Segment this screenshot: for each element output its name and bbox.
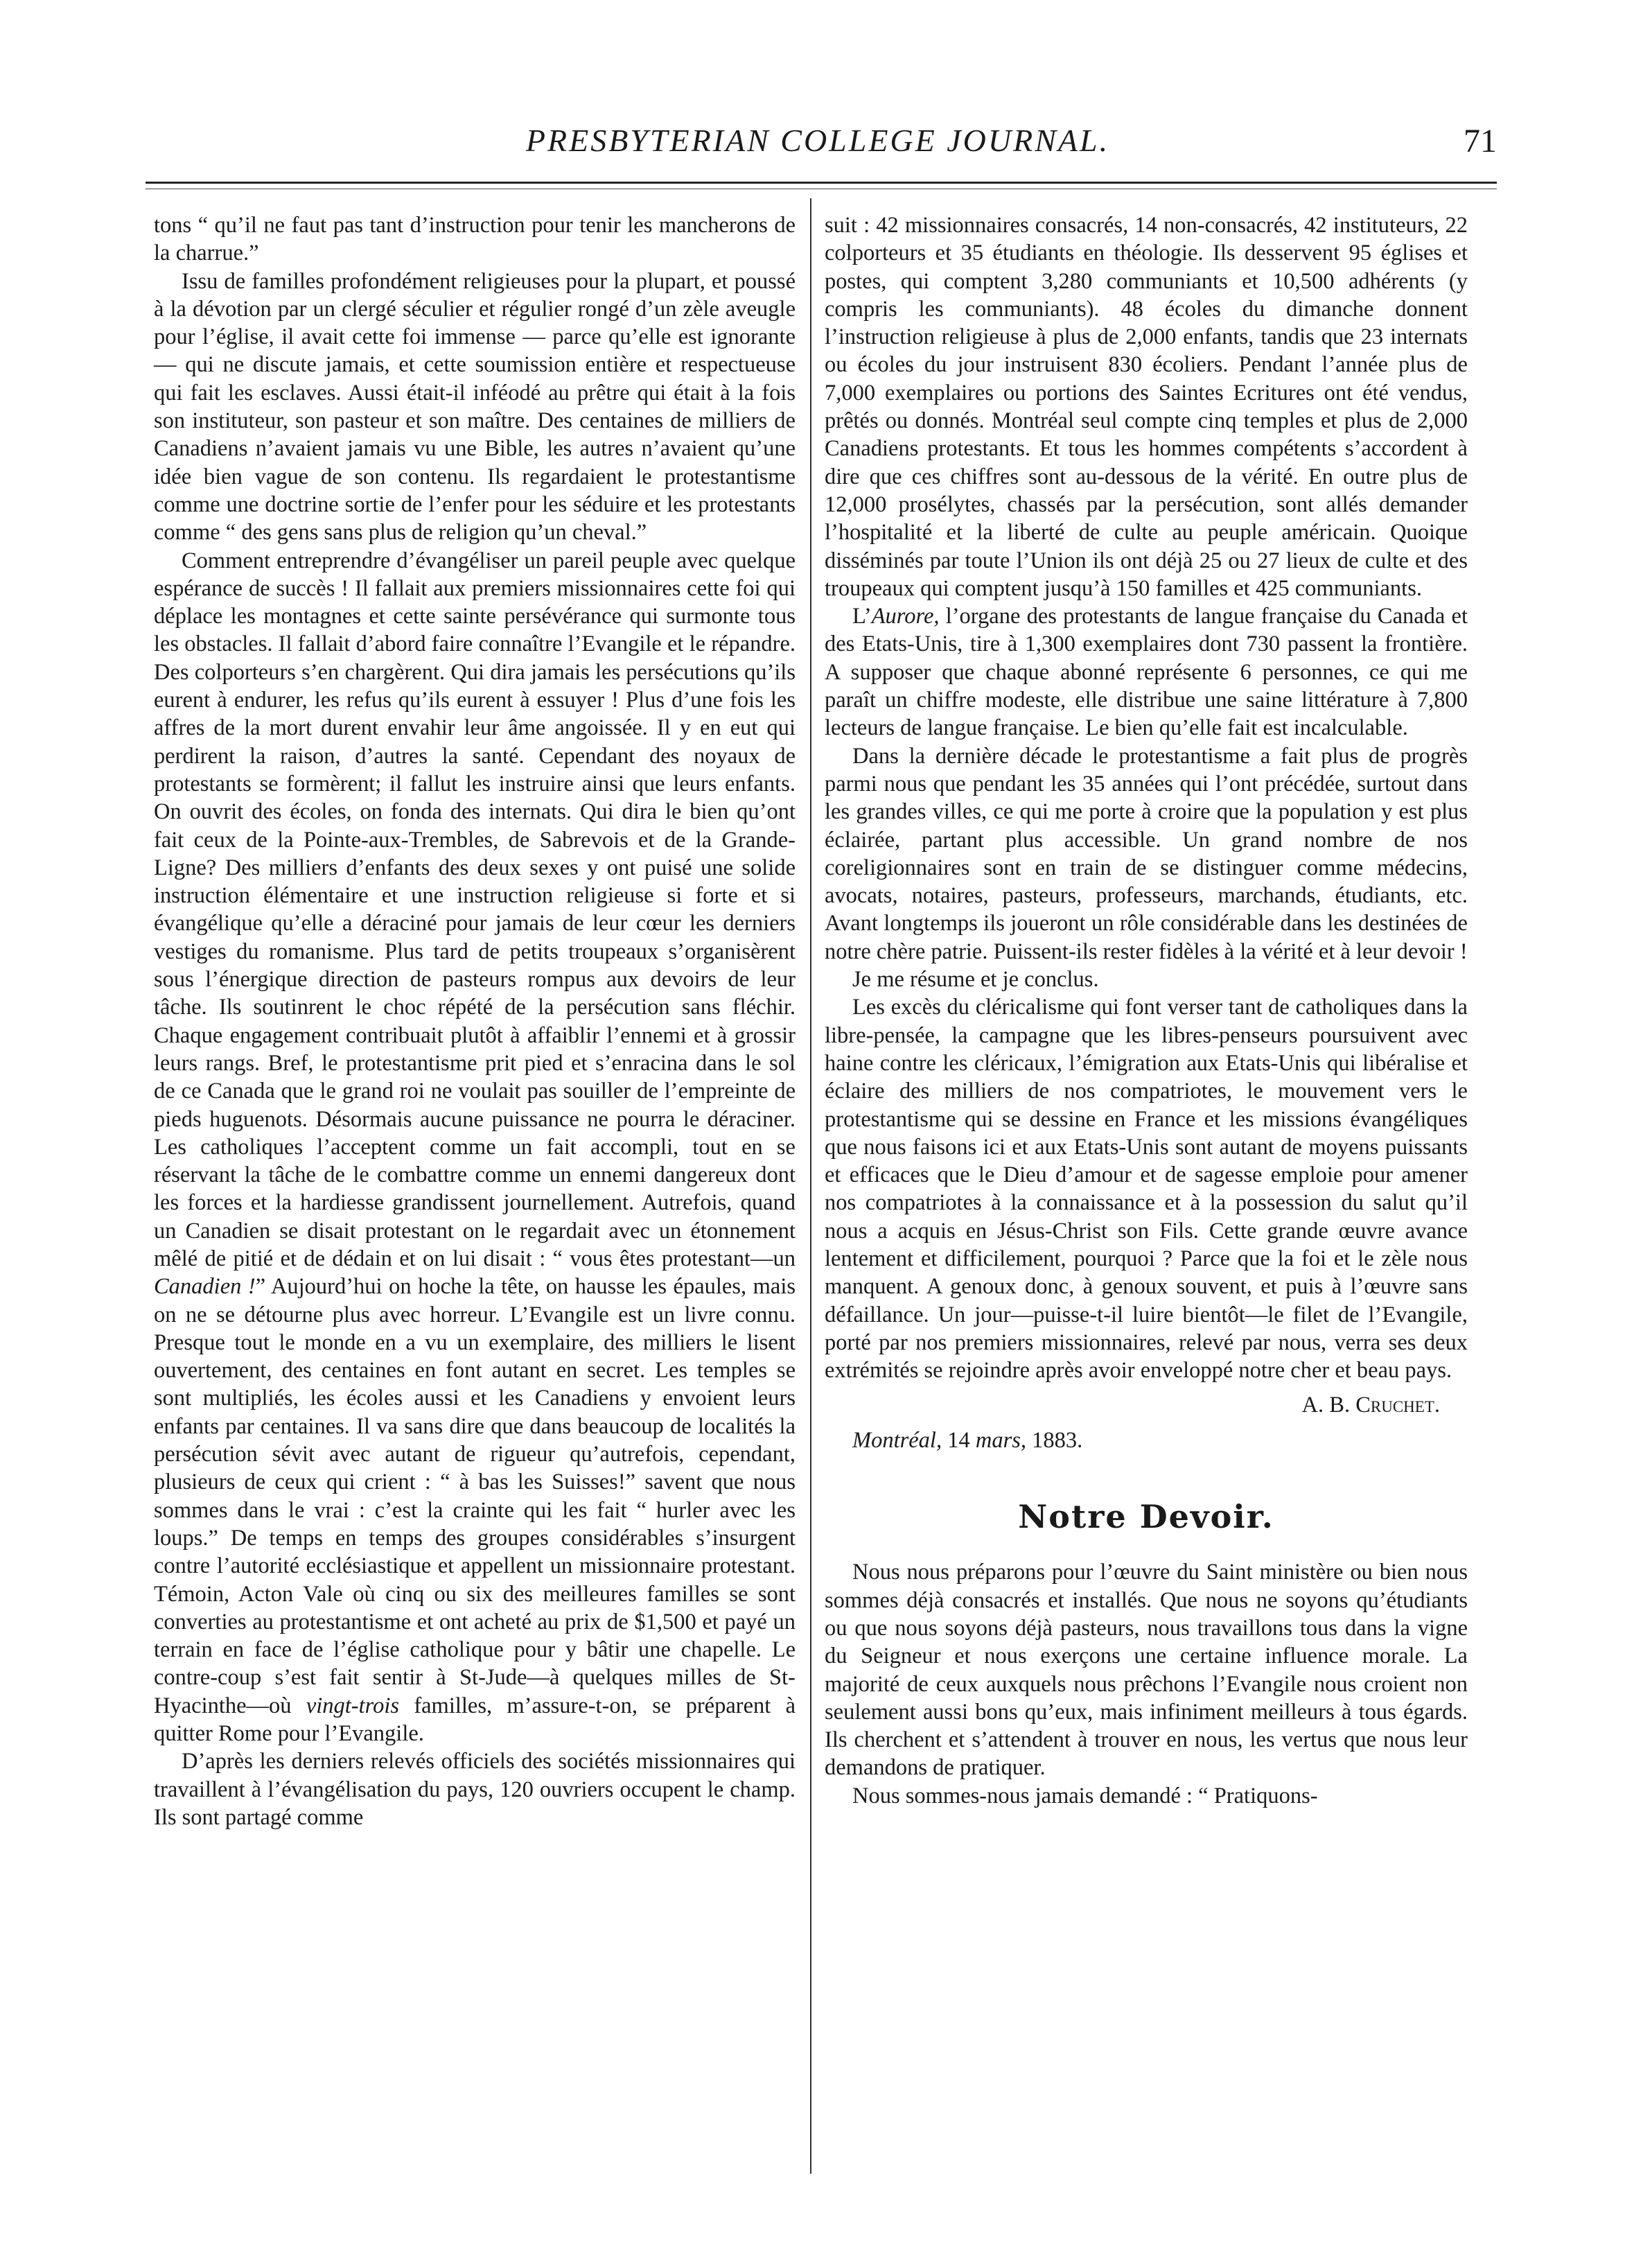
running-head [139, 122, 1497, 164]
paragraph: tons “ qu’il ne faut pas tant d’instruction pour tenir les mancherons de la charrue.” [154, 213, 796, 266]
italic-run: Aurore, [871, 604, 940, 629]
paragraph [825, 602, 1468, 742]
dateline-day: 14 [947, 1427, 970, 1453]
paragraph: Nous sommes-nous jamais demandé : “ Pratiquons- [852, 1783, 1318, 1808]
dateline-year: 1883. [1032, 1427, 1083, 1453]
journal-title: PRESBYTERIAN COLLEGE JOURNAL. [525, 123, 1110, 158]
text-run: L’ [852, 604, 872, 629]
page-number: 71 [1464, 123, 1497, 159]
dateline-month: mars, [975, 1427, 1026, 1453]
text-run: ” Aujourd’hui on hoche la tête, on hausse les épaules, mais on ne se détourne plus avec horreur. L’Evangile est un livre connu. Presque tout le monde en a vu un exemplaire, des milliers le lisent ouvertement, des centaines en font autant en secret. Les temples se sont multipliés, les écoles aussi et les Canadiens y envoient leurs enfants par centaines. Il va sans dire que dans beaucoup de localités la persécution sévit avec autant de rigueur qu’autrefois, cependant, plusieurs de ceux qui crient : “ à bas les Suisses!” savent que nous sommes dans le vrai : c’est la crainte qui les fait “ hurler avec les loups.” De temps en temps des groupes considérables s’insurgent contre l’autorité ecclésiastique et appellent un missionnaire protestant. Témoin, Acton Vale où cinq ou six des meilleures familles se sont converties au protestantisme et ont acheté au prix de $1,500 et payé un terrain en face de l’église catholique pour y bâtir une chapelle. Le contre-coup s’est fait sentir à St-Jude—à quelques milles de St-Hyacinthe—où [154, 1274, 796, 1718]
author-signature: A. B. Cruchet. [1301, 1393, 1440, 1418]
paragraph: Je me résume et je conclus. [852, 967, 1099, 993]
header-rule [146, 182, 1497, 184]
column-divider [810, 198, 811, 2174]
paragraph: Nous nous préparons pour l’œuvre du Saint ministère ou bien nous sommes déjà consacrés et installés. Que nous ne soyons qu’étudiants ou que nous soyons déjà pasteurs, nous travaillons tous dans la vigne du Seigneur et nous exerçons une certaine influence morale. La majorité de ceux auxquels nous prêchons l’Evangile nous croient non seulement aussi bons qu’eux, mais infiniment meilleurs à tous égards. Ils cherchent et s’attendent à trouver en nous, les vertus que nous leur demandons de pratiquer. [825, 1560, 1468, 1781]
text-run: l’organe des protestants de langue française du Canada et des Etats-Unis, tire à 1,300 exemplaires dont 730 passent la frontière. A supposer que chaque abonné représente 6 personnes, ce qui me paraît un chiffre modeste, elle distribue une saine littérature à 7,800 lecteurs de langue française. Le bien qu’elle fait est incalculable. [825, 604, 1468, 741]
italic-run: Canadien ! [154, 1274, 256, 1300]
dateline [825, 1427, 1468, 1454]
paragraph: Issu de familles profondément religieuses pour la plupart, et poussé à la dévotion par un clergé séculier et régulier rongé d’un zèle aveugle pour l’église, il avait cette foi immense — parce qu’elle est ignorante — qui ne discute jamais, et cette soumission entière et respectueuse qui fait les esclaves. Aussi était-il inféodé au prêtre qui était à la fois son instituteur, son pasteur et son maître. Des centaines de milliers de Canadiens n’avaient jamais vu une Bible, les autres n’avaient qu’une idée bien vague de son contenu. Ils regardaient le protestantisme comme une doctrine sortie de l’enfer pour les séduire et les protestants comme “ des gens sans plus de religion qu’un cheval.” [154, 268, 796, 546]
text-run: familles, m’assure-t-on, se préparent à quitter Rome pour l’Evangile. [154, 1693, 796, 1747]
left-column [154, 211, 796, 1831]
paragraph: suit : 42 missionnaires consacrés, 14 non-consacrés, 42 instituteurs, 22 colporteurs et 35 étudiants en théologie. Ils desservent 95 églises et postes, qui comptent 3,280 communiants et 10,500 adhérents (y compris les communiants). 48 écoles du dimanche donnent l’instruction religieuse à plus de 2,000 enfants, tandis que 23 internats ou écoles du jour instruisent 830 écoliers. Pendant l’année plus de 7,000 exemplaires ou portions des Saintes Ecritures ont été vendus, prêtés ou donnés. Montréal seul compte cinq temples et plus de 2,000 Canadiens protestants. Et tous les hommes compétents s’accordent à dire que ces chiffres sont au-dessous de la vérité. En outre plus de 12,000 prosélytes, chassés par la persécution, sont allés demander l’hospitalité et la liberté de culte au peuple américain. Quoique disséminés par toute l’Union ils ont déjà 25 ou 27 lieux de culte et des troupeaux qui comptent jusqu’à 150 familles et 425 communiants. [825, 213, 1468, 601]
section-heading: Notre Devoir. [1018, 1498, 1274, 1536]
paragraph: D’après les derniers relevés officiels des sociétés missionnaires qui travaillent à l’évangélisation du pays, 120 ouvriers occupent le champ. Ils sont partagé comme [154, 1749, 796, 1830]
italic-run: vingt-trois [306, 1693, 400, 1718]
paragraph [154, 547, 796, 1748]
right-column [825, 211, 1468, 1810]
dateline-place: Montréal, [852, 1427, 942, 1453]
paragraph: Les excès du cléricalisme qui font verser tant de catholiques dans la libre-pensée, la campagne que les libres-penseurs poursuivent avec haine contre les cléricaux, l’émigration aux Etats-Unis qui libéralise et éclaire des milliers de nos compatriotes, le mouvement vers le protestantisme qui se dessine en France et les missions évangéliques que nous faisons ici et aux Etats-Unis sont autant de moyens puissants et efficaces que le Dieu d’amour et de sagesse emploie pour amener nos compatriotes à la connaissance et à la possession du salut qu’il nous a acquis en Jésus-Christ son Fils. Cette grande œuvre avance lentement et difficilement, pourquoi ? Parce que la foi et le zèle nous manquent. A genoux donc, à genoux souvent, et puis à l’œuvre sans défaillance. Un jour—puisse-t-il luire bientôt—le filet de l’Evangile, porté par nos premiers missionnaires, relevé par nous, verra ses deux extrémités se rejoindre après avoir enveloppé notre cher et beau pays. [825, 995, 1468, 1384]
text-run: Comment entreprendre d’évangéliser un pareil peuple avec quelque espérance de succès ! Il fallait aux premiers missionnaires cette foi qui déplace les montagnes et cette sainte persévérance qui surmonte tous les obstacles. Il fallait d’abord faire connaître l’Evangile et le répandre. Des colporteurs s’en chargèrent. Qui dira jamais les persécutions qu’ils eurent à endurer, les refus qu’ils eurent à essuyer ! Plus d’une fois les affres de la mort durent envahir leur âme angoissée. Il y en eut qui perdirent la raison, d’autres la santé. Cependant des noyaux de protestants se formèrent; il fallut les instruire ainsi que leurs enfants. On ouvrit des écoles, on fonda des internats. Qui dira le bien qu’ont fait ceux de la Pointe-aux-Trembles, de Sabrevois et de la Grande-Ligne? Des milliers d’enfants des deux sexes y ont puisé une solide instruction élémentaire et une instruction religieuse si forte et si évangélique qu’elle a déraciné pour jamais de leur cœur les derniers vestiges du romanisme. Plus tard de petits troupeaux s’organisèrent sous l’énergique direction de pasteurs rompus aux devoirs de leur tâche. Ils soutinrent le choc répété de la persécution sans fléchir. Chaque engagement contribuait plutôt à affaiblir l’ennemi et à grossir leurs rangs. Bref, le protestantisme prit pied et s’enracina dans le sol de ce Canada que le grand roi ne voulait pas souiller de l’empreinte de pieds huguenots. Désormais aucune puissance ne pourra le déraciner. Les catholiques l’acceptent comme un fait accompli, tout en se réservant la tâche de le combattre comme un ennemi dangereux dont les forces et la hardiesse grandissent journellement. Autrefois, quand un Canadien se disait protestant on le regardait avec un étonnement mêlé de pitié et de dédain et on lui disait : “ vous êtes protestant—un [154, 548, 796, 1271]
paragraph: Dans la dernière décade le protestantisme a fait plus de progrès parmi nous que pendant les 35 années qui l’ont précédée, surtout dans les grandes villes, ce qui me porte à croire que la population y est plus éclairée, partant plus accessible. Un grand nombre de nos coreligionnaires sont en train de se distinguer comme médecins, avocats, notaires, pasteurs, professeurs, marchands, étudiants, etc. Avant longtemps ils joueront un rôle considérable dans les destinées de notre chère patrie. Puissent-ils rester fidèles à la vérité et à leur devoir ! [825, 743, 1468, 964]
